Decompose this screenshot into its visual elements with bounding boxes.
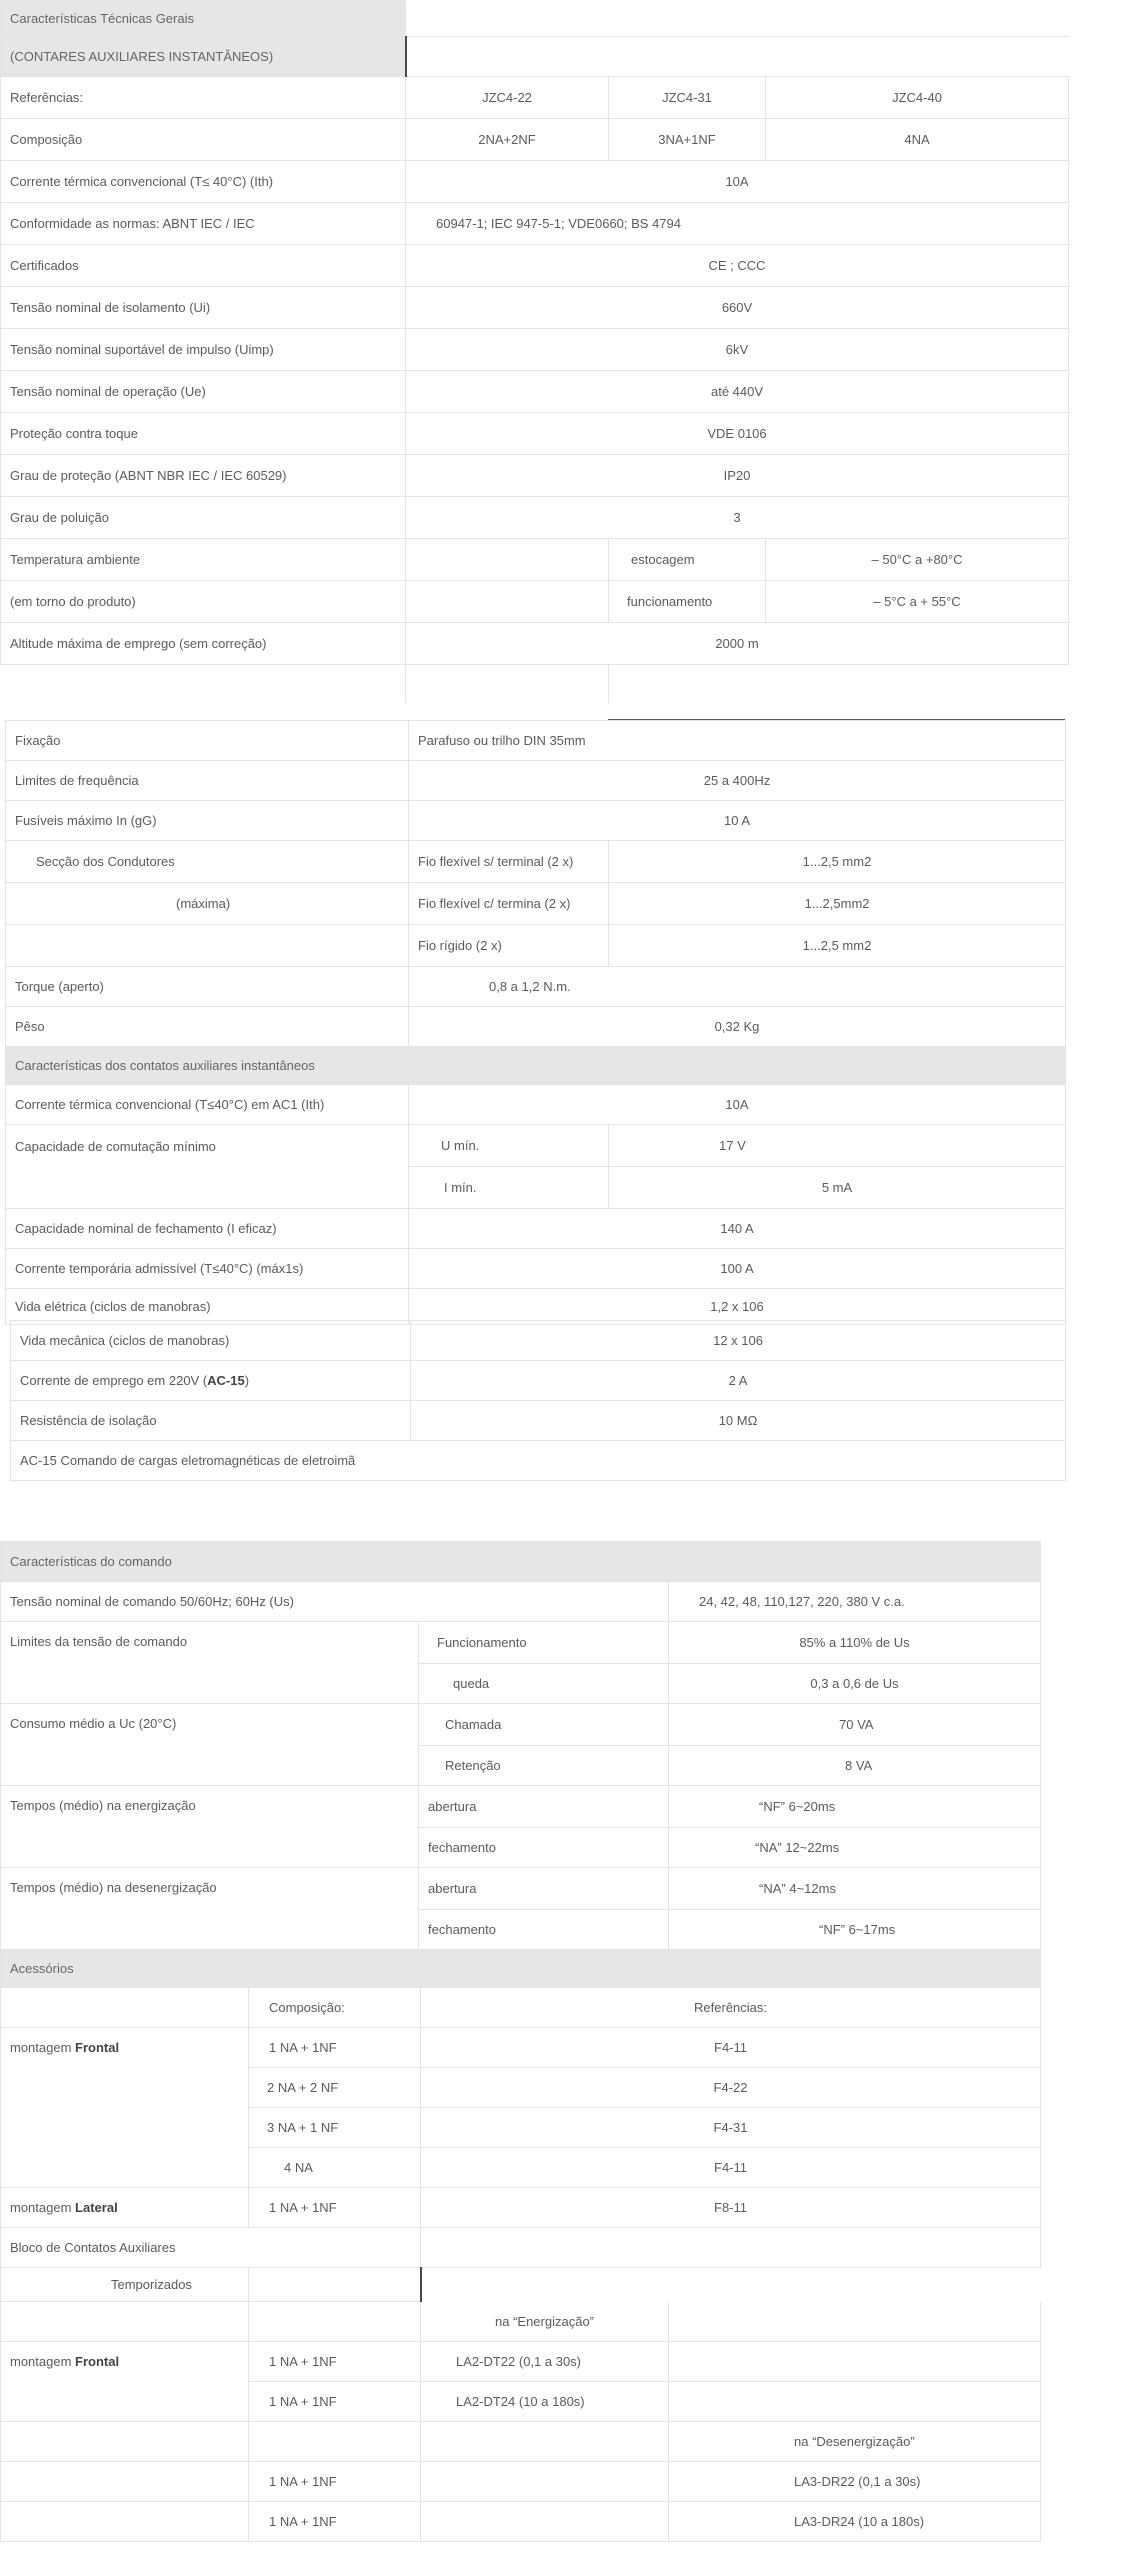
spec-value: “NF” 6~17ms [669, 1910, 1041, 1950]
temperature-label-2: (em torno do produto) [1, 581, 406, 623]
mount-type: Lateral [75, 2200, 118, 2215]
temperature-value: – 5°C a + 55°C [766, 581, 1069, 623]
spec-value: VDE 0106 [406, 413, 1069, 455]
section-title: Características Técnicas Gerais [1, 1, 406, 37]
accessory-composition: 2 NA + 2 NF [249, 2068, 421, 2108]
spec-value: 0,8 a 1,2 N.m. [409, 967, 1066, 1007]
conductor-sub: Fio rígido (2 x) [409, 925, 609, 967]
spec-value: 12 x 106 [411, 1321, 1066, 1361]
spec-value: 660V [406, 287, 1069, 329]
section-title: Características dos contatos auxiliares instantâneos [6, 1047, 1066, 1085]
spec-sub: abertura [419, 1786, 669, 1828]
accessory-composition: 1 NA + 1NF [249, 2462, 421, 2502]
temperature-label: Temperatura ambiente [1, 539, 406, 581]
spec-label: Corrente térmica convencional (T≤40°C) em AC1 (Ith) [6, 1085, 409, 1125]
accessories-table [0, 1949, 1041, 2542]
accessory-composition: 1 NA + 1NF [249, 2502, 421, 2542]
spec-label: Tensão nominal de isolamento (Ui) [1, 287, 406, 329]
spec-value: CE ; CCC [406, 245, 1069, 287]
section-title: Acessórios [1, 1950, 1041, 1988]
accessory-composition: 1 NA + 1NF [249, 2342, 421, 2382]
accessory-composition: 1 NA + 1NF [249, 2028, 421, 2068]
switching-label: Capacidade de comutação mínimo [6, 1125, 409, 1209]
conductor-value: 1...2,5 mm2 [609, 841, 1066, 883]
spec-value: 1,2 x 106 [409, 1289, 1066, 1325]
conductor-value: 1...2,5 mm2 [609, 925, 1066, 967]
ac15-note: AC-15 Comando de cargas eletromagnéticas de eletroimã [11, 1441, 1066, 1481]
spec-value: 100 A [409, 1249, 1066, 1289]
accessory-composition: 1 NA + 1NF [249, 2188, 421, 2228]
auxiliary-specs-table [10, 1320, 1066, 1481]
spec-value: Parafuso ou trilho DIN 35mm [409, 721, 1066, 761]
spec-label: Limites da tensão de comando [1, 1622, 419, 1704]
spec-sub: Funcionamento [419, 1622, 669, 1664]
temperature-sub: funcionamento [609, 581, 766, 623]
spec-label: Fixação [6, 721, 409, 761]
spec-value: 10A [406, 161, 1069, 203]
accessory-reference: LA3-DR22 (0,1 a 30s) [669, 2462, 1041, 2502]
reference-value: JZC4-31 [609, 77, 766, 119]
spec-label: Tensão nominal suportável de impulso (Uimp) [1, 329, 406, 371]
reference-value: JZC4-40 [766, 77, 1069, 119]
accessory-reference: F4-31 [421, 2108, 1041, 2148]
spec-value: “NA” 12~22ms [669, 1828, 1041, 1868]
spec-label: Vida mecânica (ciclos de manobras) [11, 1321, 411, 1361]
accessory-reference: F4-11 [421, 2148, 1041, 2188]
spec-sub: fechamento [419, 1828, 669, 1868]
composition-label: Composição [1, 119, 406, 161]
conductor-sub: Fio flexível c/ termina (2 x) [409, 883, 609, 925]
spec-label: Tempos (médio) na energização [1, 1786, 419, 1868]
accessory-composition: 1 NA + 1NF [249, 2382, 421, 2422]
composition-value: 3NA+1NF [609, 119, 766, 161]
temperature-value: – 50°C a +80°C [766, 539, 1069, 581]
spec-label: Proteção contra toque [1, 413, 406, 455]
spec-label-bold: AC-15 [207, 1373, 245, 1388]
spec-label: Resistência de isolação [11, 1401, 411, 1441]
accessory-composition: 3 NA + 1 NF [249, 2108, 421, 2148]
spec-label: Conformidade as normas: ABNT IEC / IEC [1, 203, 406, 245]
conductor-label: Secção dos Condutores [6, 841, 409, 883]
spec-value: 70 VA [669, 1704, 1041, 1746]
accessory-reference: LA3-DR24 (10 a 180s) [669, 2502, 1041, 2542]
aux-block-label: Bloco de Contatos Auxiliares [1, 2228, 421, 2268]
conductor-value: 1...2,5mm2 [609, 883, 1066, 925]
spec-value: 24, 42, 48, 110,127, 220, 380 V c.a. [669, 1582, 1041, 1622]
command-specs-table [0, 1541, 1041, 1950]
spec-label: Torque (aperto) [6, 967, 409, 1007]
spec-value: 0,3 a 0,6 de Us [669, 1664, 1041, 1704]
spec-value: 140 A [409, 1209, 1066, 1249]
mount-prefix: montagem [10, 2200, 76, 2215]
spec-label: Pêso [6, 1007, 409, 1047]
temperature-sub: estocagem [609, 539, 766, 581]
spec-sub: queda [419, 1664, 669, 1704]
spec-label: Corrente térmica convencional (T≤ 40°C) (Ith) [1, 161, 406, 203]
reference-value: JZC4-22 [406, 77, 609, 119]
spec-label: Capacidade nominal de fechamento (I eficaz) [6, 1209, 409, 1249]
spec-label: Vida elétrica (ciclos de manobras) [6, 1289, 409, 1325]
spec-label: Tempos (médio) na desenergização [1, 1868, 419, 1950]
mount-frontal-label [1, 2342, 249, 2422]
spec-label: Tensão nominal de comando 50/60Hz; 60Hz (Us) [1, 1582, 669, 1622]
accessory-reference: LA2-DT24 (10 a 180s) [421, 2382, 669, 2422]
spec-value: 60947-1; IEC 947-5-1; VDE0660; BS 4794 [406, 203, 1069, 245]
composition-value: 4NA [766, 119, 1069, 161]
spec-value: 25 a 400Hz [409, 761, 1066, 801]
mount-prefix: montagem [10, 2354, 76, 2369]
spec-sub: Chamada [419, 1704, 669, 1746]
spec-label: Certificados [1, 245, 406, 287]
spec-value: 10 A [409, 801, 1066, 841]
timed-label: Temporizados [1, 2268, 249, 2302]
spec-sub: Retenção [419, 1746, 669, 1786]
spec-label: Tensão nominal de operação (Ue) [1, 371, 406, 413]
switching-value: 5 mA [609, 1167, 1066, 1209]
spec-value: IP20 [406, 455, 1069, 497]
switching-value: 17 V [609, 1125, 1066, 1167]
spec-value: 10 MΩ [411, 1401, 1066, 1441]
spec-value: até 440V [406, 371, 1069, 413]
accessory-reference: LA2-DT22 (0,1 a 30s) [421, 2342, 669, 2382]
mount-prefix: montagem [10, 2040, 76, 2055]
spec-label [11, 1361, 411, 1401]
spec-value: 10A [409, 1085, 1066, 1125]
accessory-reference: F8-11 [421, 2188, 1041, 2228]
spec-value: 6kV [406, 329, 1069, 371]
accessory-reference: F4-11 [421, 2028, 1041, 2068]
mount-type: Frontal [75, 2354, 120, 2369]
conductor-label-2: (máxima) [6, 883, 409, 925]
accessory-composition: 4 NA [249, 2148, 421, 2188]
references-header: Referências: [421, 1988, 1041, 2028]
spec-value: 0,32 Kg [409, 1007, 1066, 1047]
section-title: Características do comando [1, 1542, 1041, 1582]
general-specs-table [0, 0, 1069, 703]
section-subtitle: (CONTARES AUXILIARES INSTANTÂNEOS) [1, 37, 406, 77]
spec-value: “NA” 4~12ms [669, 1868, 1041, 1910]
spec-label: Corrente temporária admissível (T≤40°C) (máx1s) [6, 1249, 409, 1289]
mount-type: Frontal [75, 2040, 120, 2055]
deenergizing-header: na “Desenergização” [669, 2422, 1041, 2462]
switching-sub: I mín. [409, 1167, 609, 1209]
composition-value: 2NA+2NF [406, 119, 609, 161]
altitude-value: 2000 m [406, 623, 1069, 665]
spec-label: Grau de poluição [1, 497, 406, 539]
spec-label: Grau de proteção (ABNT NBR IEC / IEC 60529) [1, 455, 406, 497]
mechanical-specs-table [5, 720, 1066, 1325]
spec-label: Consumo médio a Uc (20°C) [1, 1704, 419, 1786]
spec-label: Fusíveis máximo In (gG) [6, 801, 409, 841]
spec-value: 2 A [411, 1361, 1066, 1401]
spec-label-part: Corrente de emprego em 220V ( [20, 1373, 208, 1388]
switching-sub: U mín. [409, 1125, 609, 1167]
spec-sub: fechamento [419, 1910, 669, 1950]
altitude-label: Altitude máxima de emprego (sem correção) [1, 623, 406, 665]
mount-frontal-label [1, 2028, 249, 2188]
spec-label: Limites de frequência [6, 761, 409, 801]
energizing-header: na “Energização” [421, 2302, 669, 2342]
spec-value: “NF” 6~20ms [669, 1786, 1041, 1828]
accessory-reference: F4-22 [421, 2068, 1041, 2108]
spec-value: 8 VA [669, 1746, 1041, 1786]
mount-lateral-label [1, 2188, 249, 2228]
composition-header: Composição: [249, 1988, 421, 2028]
spec-sub: abertura [419, 1868, 669, 1910]
spec-value: 85% a 110% de Us [669, 1622, 1041, 1664]
spec-value: 3 [406, 497, 1069, 539]
references-label: Referências: [1, 77, 406, 119]
conductor-sub: Fio flexível s/ terminal (2 x) [409, 841, 609, 883]
spec-label-part: ) [244, 1373, 250, 1388]
